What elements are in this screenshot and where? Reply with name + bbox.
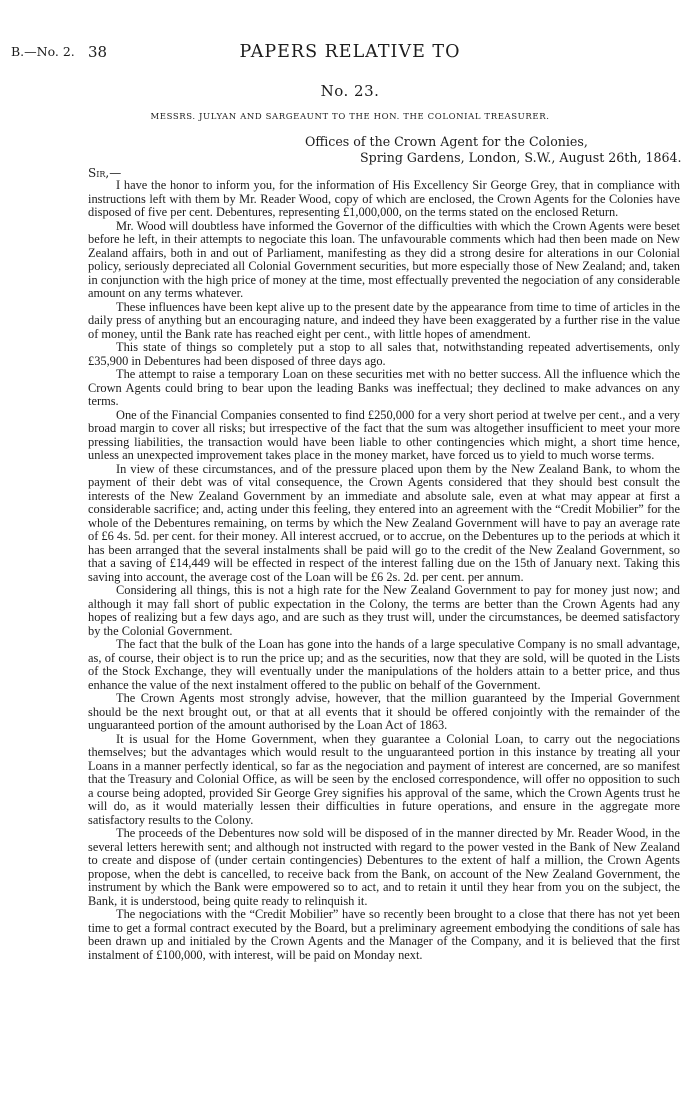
sender-address [305, 134, 682, 166]
letter-body [88, 179, 680, 962]
address-line-2: Spring Gardens, London, S.W., August 26th, 1864. [360, 150, 682, 165]
paragraph: These influences have been kept alive up to the present date by the appearance from time to time of articles in the daily press of anything but an encouraging nature, and indeed they have been exaggerated by a further rise in the value of money, until the Bank rate has reached eight per cent., with little hopes of amendment. [88, 299, 680, 341]
paragraph: The Crown Agents most strongly advise, however, that the million guaranteed by the Imperial Government should be the next brought out, or that at all events that it should be offered conjointly with the remainder of the unguaranteed portion of the amount authorised by the Loan Act of 1863. [88, 691, 680, 732]
paper-reference: B.—No. 2. [11, 44, 75, 59]
document-number: No. 23. [320, 82, 380, 100]
paragraph: In view of these circumstances, and of the pressure placed upon them by the New Zealand Bank, to whom the payment of their debt was of vital consequence, the Crown Agents considered that they should best consult the interests of the New Zealand Government by an immediate and absolute sale, even at what may appear at first a considerable sacrifice; and, acting under this feeling, they entered into an agreement with the “Credit Mobilier” for the whole of the Debentures remaining, on terms by which the New Zealand Government will have to pay an average rate of £6 4s. 5d. per cent. for their money. All interest accrued, or to accrue, on the Debentures up to the periods at which it has been arranged that the several instalments shall be paid will go to the credit of the New Zealand Government, so that a saving of £14,449 will be effected in respect of the interest falling due on the 15th of January next. Taking this saving into account, the average cost of the Loan will be £6 2s. 2d. per cent. per annum. [88, 461, 680, 584]
paragraph: It is usual for the Home Government, when they guarantee a Colonial Loan, to carry out the negociations themselves; but the advantages which would result to the unguaranteed portion in this instance by treating all your Loans in a manner perfectly identical, so far as the negociation and payment of interest are concerned, are so manifest that the Treasury and Colonial Office, as will be seen by the enclosed correspondence, will offer no opposition to such a course being adopted, provided Sir George Grey signifies his approval of the same, which the Crown Agents trust he will do, as it would materially lessen their difficulties in future operations, and ensure in the aggregate more satisfactory results to the Colony. [88, 731, 680, 827]
paragraph: The attempt to raise a temporary Loan on these securities met with no better success. All the influence which the Crown Agents could bring to bear upon the leading Banks was ineffectual; they declined to make advances on any terms. [88, 367, 680, 408]
paragraph: Mr. Wood will doubtless have informed the Governor of the difficulties with which the Crown Agents were beset before he left, in their attempts to negociate this loan. The unfavourable comments which had then been made on New Zealand affairs, both in and out of Parliament, manifesting as they did a strong desire for alterations in our Colonial policy, seriously depreciated all Colonial Government securities, but more especially those of New Zealand; and, taken in conjunction with the high price of money at the time, most effectually prevented the negociation of any considerable amount on any terms whatever. [88, 218, 680, 300]
paragraph: One of the Financial Companies consented to find £250,000 for a very short period at twelve per cent., and a very broad margin to cover all risks; but irrespective of the fact that the sum was altogether insufficient to meet your more pressing liabilities, the transaction would have been liable to other contingencies which might, a short time hence, unless an unexpected improvement takes place in the money market, have forced us to yield to much worse terms. [88, 407, 680, 462]
paragraph: I have the honor to inform you, for the information of His Excellency Sir George Grey, that in compliance with instructions left with them by Mr. Reader Wood, copy of which are enclosed, the Crown Agents for the Colonies have disposed of five per cent. Debentures, representing £1,000,000, on the terms stated on the enclosed Return. [88, 178, 680, 219]
paragraph: The fact that the bulk of the Loan has gone into the hands of a large speculative Company is no small advantage, as, of course, their object is to run the price up; and as the securities, now that they are sold, will be quoted in the Lists of the Stock Exchange, they will eventually under the manipulations of the holders attain to a better price, and thus enhance the value of the next instalment offered to the public on behalf of the Government. [88, 637, 680, 692]
page-number: 38 [88, 43, 108, 61]
address-line-1: Offices of the Crown Agent for the Colonies, [305, 134, 588, 149]
paragraph: The proceeds of the Debentures now sold will be disposed of in the manner directed by Mr. Reader Wood, in the several letters herewith sent; and although not instructed with regard to the power vested in the Bank of New Zealand to create and dispose of (under certain contingencies) Debentures to the extent of half a million, the Crown Agents propose, when the debt is cancelled, to receive back from the Bank, on account of the New Zealand Government, the instrument by which the Bank were empowered so to act, and to retain it until they hear from you on the subject, the Bank, it is understood, being quite ready to relinquish it. [88, 826, 680, 908]
letter-heading: MESSRS. JULYAN AND SARGEAUNT TO THE HON. THE COLONIAL TREASURER. [150, 112, 550, 122]
paragraph: Considering all things, this is not a high rate for the New Zealand Government to pay for money just now; and although it may fall short of public expectation in the Colony, the terms are better than the Crown Agents had any hopes of realizing but a few days ago, and are such as they trust will, under the circumstances, be deemed satisfactory by the Colonial Government. [88, 583, 680, 638]
paragraph: This state of things so completely put a stop to all sales that, notwithstanding repeated advertisements, only £35,900 in Debentures had been disposed of three days ago. [88, 340, 680, 368]
running-title: PAPERS RELATIVE TO [239, 42, 461, 62]
paragraph: The negociations with the “Credit Mobilier” have so recently been brought to a close that there has not yet been time to get a formal contract executed by the Board, but a preliminary agreement embodying the conditions of sale has been drawn up and initialed by the Crown Agents and the Manager of the Company, and it is believed that the first instalment of £100,000, with interest, will be paid on Monday next. [88, 907, 680, 962]
salutation: Sir,— [88, 166, 122, 180]
